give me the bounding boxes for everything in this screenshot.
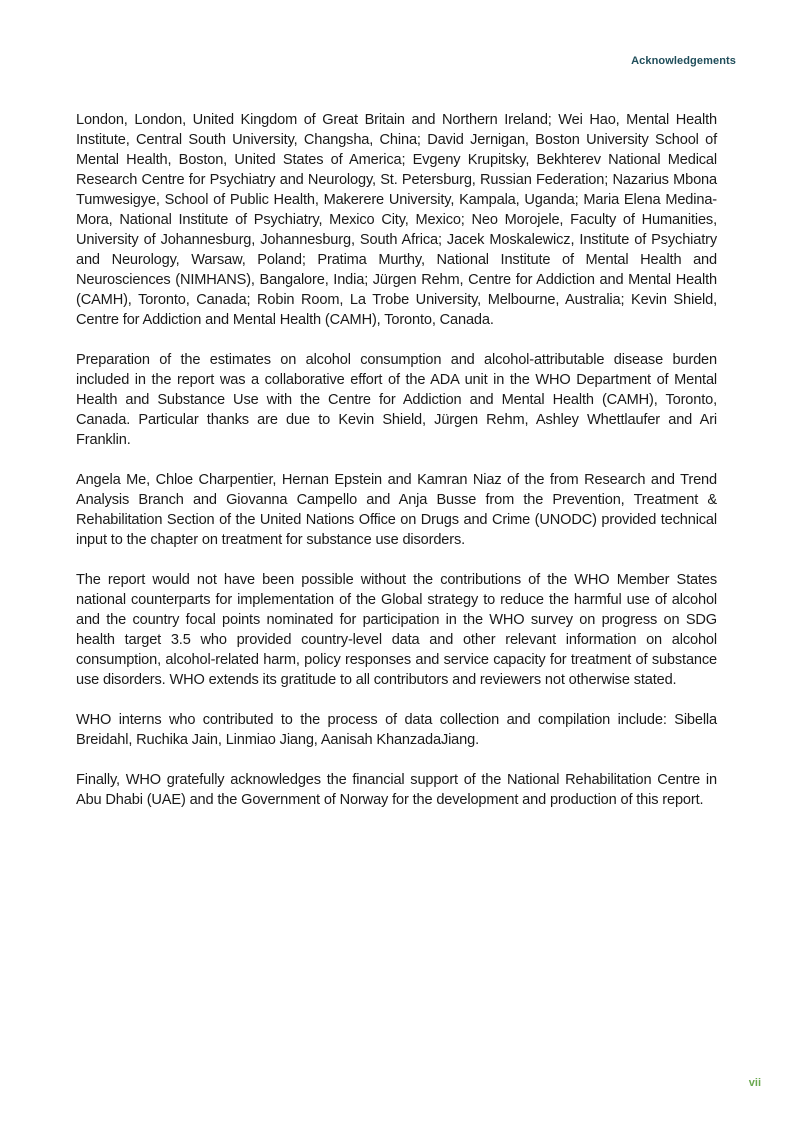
document-body — [76, 110, 717, 830]
paragraph-advisory-group-list: London, London, United Kingdom of Great Britain and Northern Ireland; Wei Hao, Mental Health Institute, Central South University, Changsha, China; David Jernigan, Boston University School of Mental Health, Boston, United States of America; Evgeny Krupitsky, Bekhterev National Medical Research Centre for Psychiatry and Neurology, St. Petersburg, Russian Federation; Nazarius Mbona Tumwesigye, School of Public Health, Makerere University, Kampala, Uganda; Maria Elena Medina-Mora, National Institute of Psychiatry, Mexico City, Mexico; Neo Morojele, Faculty of Humanities, University of Johannesburg, Johannesburg, South Africa; Jacek Moskalewicz, Institute of Psychiatry and Neurology, Warsaw, Poland; Pratima Murthy, National Institute of Mental Health and Neurosciences (NIMHANS), Bangalore, India; Jürgen Rehm, Centre for Addiction and Mental Health (CAMH), Toronto, Canada; Robin Room, La Trobe University, Melbourne, Australia; Kevin Shield, Centre for Addiction and Mental Health (CAMH), Toronto, Canada. — [76, 112, 717, 328]
page-number: vii — [748, 1077, 761, 1089]
paragraph-estimates-preparation: Preparation of the estimates on alcohol consumption and alcohol-attributable disease burden included in the report was a collaborative effort of the ADA unit in the WHO Department of Mental Health and Substance Use with the Centre for Addiction and Mental Health (CAMH), Toronto, Canada. Particular thanks are due to Kevin Shield, Jürgen Rehm, Ashley Whettlaufer and Ari Franklin. — [76, 352, 717, 448]
paragraph-unodc-input: Angela Me, Chloe Charpentier, Hernan Epstein and Kamran Niaz of the from Research and Trend Analysis Branch and Giovanna Campello and Anja Busse from the Prevention, Treatment & Rehabilitation Section of the United Nations Office on Drugs and Crime (UNODC) provided technical input to the chapter on treatment for substance use disorders. — [76, 472, 717, 548]
paragraph-interns: WHO interns who contributed to the process of data collection and compilation include: Sibella Breidahl, Ruchika Jain, Linmiao Jiang, Aanisah KhanzadaJiang. — [76, 712, 717, 748]
paragraph-member-states: The report would not have been possible without the contributions of the WHO Member States national counterparts for implementation of the Global strategy to reduce the harmful use of alcohol and the country focal points nominated for participation in the WHO survey on progress on SDG health target 3.5 who provided country-level data and other relevant information on alcohol consumption, alcohol-related harm, policy responses and service capacity for treatment of substance use disorders. WHO extends its gratitude to all contributors and reviewers not otherwise stated. — [76, 572, 717, 688]
paragraph-financial-support: Finally, WHO gratefully acknowledges the financial support of the National Rehabilitation Centre in Abu Dhabi (UAE) and the Government of Norway for the development and production of this report. — [76, 772, 717, 808]
running-header-title: Acknowledgements — [631, 55, 736, 67]
